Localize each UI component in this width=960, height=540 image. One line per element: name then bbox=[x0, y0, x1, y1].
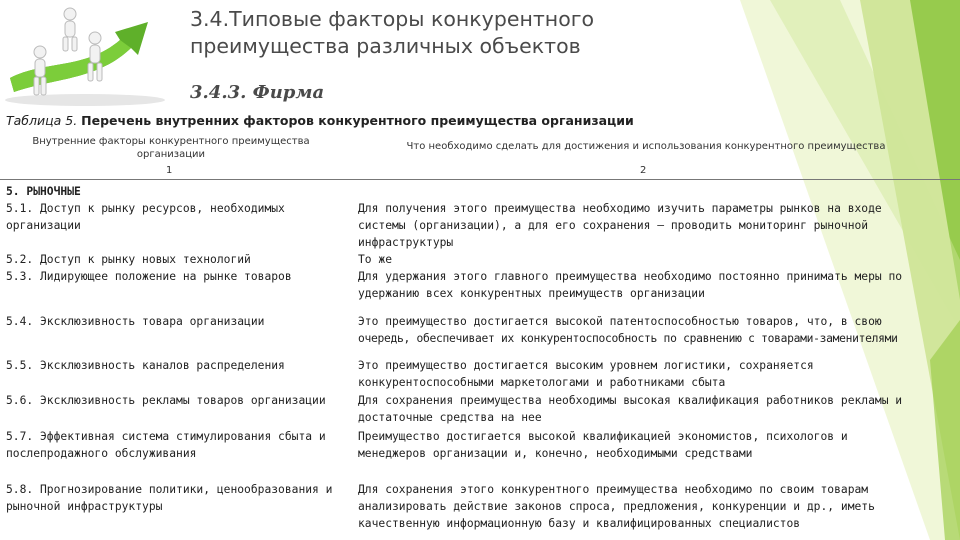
cell-line: Для удержания этого главного преимущества необходимо постоянно принимать меры по bbox=[358, 270, 903, 283]
cell-line: системы (организации), а для его сохранения — проводить мониторинг рыночной bbox=[358, 219, 869, 232]
table-row-3-col-2 bbox=[358, 268, 902, 302]
cell-line: достаточные средства на нее bbox=[358, 411, 542, 424]
slide-title bbox=[190, 6, 594, 60]
cell-line: Для сохранения преимущества необходимы высокая квалификация работников рекламы и bbox=[358, 394, 903, 407]
cell-line: инфраструктуры bbox=[358, 236, 454, 249]
table-row-1-col-1 bbox=[6, 183, 285, 234]
cell-line: Это преимущество достигается высокой патентоспособностью товаров, что, в свою bbox=[358, 315, 882, 328]
cell-line: 5.2. Доступ к рынку новых технологий bbox=[6, 253, 251, 266]
table-caption bbox=[6, 113, 634, 128]
cell-line: 5.5. Эксклюзивность каналов распределения bbox=[6, 359, 285, 372]
cell-line: менеджеров организации и, конечно, необходимыми средствами bbox=[358, 447, 753, 460]
cell-line: 5.7. Эффективная система стимулирования сбыта и bbox=[6, 430, 326, 443]
cell-line: Преимущество достигается высокой квалификацией экономистов, психологов и bbox=[358, 430, 848, 443]
column-1-header bbox=[6, 135, 336, 161]
slide-subtitle: 3.4.3. Фирма bbox=[190, 82, 325, 103]
cell-line: Это преимущество достигается высоким уровнем логистики, сохраняется bbox=[358, 359, 814, 372]
cell-line: качественную информационную базу и квалифицированных специалистов bbox=[358, 517, 801, 530]
cell-line: 5. РЫНОЧНЫЕ bbox=[6, 185, 81, 198]
table-row-7-col-1 bbox=[6, 428, 326, 462]
column-1-header-line2: организации bbox=[136, 149, 206, 160]
cell-line: организации bbox=[6, 219, 81, 232]
cell-line: Для получения этого преимущества необходимо изучить параметры рынков на входе bbox=[358, 202, 882, 215]
table-row-5-col-2 bbox=[358, 357, 814, 391]
table-row-8-col-1 bbox=[6, 481, 332, 515]
cell-line: 5.1. Доступ к рынку ресурсов, необходимых bbox=[6, 202, 285, 215]
cell-line: Для сохранения этого конкурентного преимущества необходимо по своим товарам bbox=[358, 483, 869, 496]
column-2-header: Что необходимо сделать для достижения и использования конкурентного преимущества bbox=[406, 141, 886, 152]
table-caption-text: Перечень внутренних факторов конкурентного преимущества организации bbox=[81, 113, 634, 128]
header-divider bbox=[0, 179, 960, 180]
table-row-4-col-2 bbox=[358, 313, 898, 347]
cell-line: конкурентоспособными маркетологами и работниками сбыта bbox=[358, 376, 726, 389]
table-row-5-col-1 bbox=[6, 357, 285, 374]
cell-line: очередь, обеспечивает их конкурентоспособность по сравнению с товарами-заменителями bbox=[358, 332, 898, 345]
table-caption-prefix: Таблица 5. bbox=[6, 113, 78, 128]
table-row-8-col-2 bbox=[358, 481, 875, 532]
table-row-4-col-1 bbox=[6, 313, 264, 330]
cell-line: 5.8. Прогнозирование политики, ценообразования и bbox=[6, 483, 333, 496]
slide-header bbox=[190, 6, 594, 60]
cell-line: послепродажного обслуживания bbox=[6, 447, 197, 460]
column-1-header-line1: Внутренние факторы конкурентного преимущества bbox=[32, 136, 310, 147]
column-2-number: 2 bbox=[640, 165, 647, 176]
table-row-1-col-2 bbox=[358, 200, 882, 251]
figures-with-arrow-illustration bbox=[0, 0, 175, 110]
column-1-number: 1 bbox=[166, 165, 173, 176]
table-row-7-col-2 bbox=[358, 428, 848, 462]
cell-line: рыночной инфраструктуры bbox=[6, 500, 163, 513]
cell-line: 5.4. Эксклюзивность товара организации bbox=[6, 315, 265, 328]
cell-line: 5.6. Эксклюзивность рекламы товаров организации bbox=[6, 394, 326, 407]
slide-title-line2: преимущества различных объектов bbox=[190, 34, 581, 58]
cell-line: анализировать действие законов спроса, предложения, конкуренции и др., иметь bbox=[358, 500, 875, 513]
table-row-6-col-2 bbox=[358, 392, 902, 426]
table-row-6-col-1 bbox=[6, 392, 326, 409]
cell-line: 5.3. Лидирующее положение на рынке товаров bbox=[6, 270, 292, 283]
slide-title-line1: 3.4.Типовые факторы конкурентного bbox=[190, 7, 595, 31]
table-row-3-col-1 bbox=[6, 268, 292, 285]
table-row-2-col-1 bbox=[6, 251, 251, 268]
cell-line: То же bbox=[358, 253, 393, 266]
table-row-2-col-2 bbox=[358, 251, 392, 268]
cell-line: удержанию всех конкурентных преимуществ организации bbox=[358, 287, 705, 300]
